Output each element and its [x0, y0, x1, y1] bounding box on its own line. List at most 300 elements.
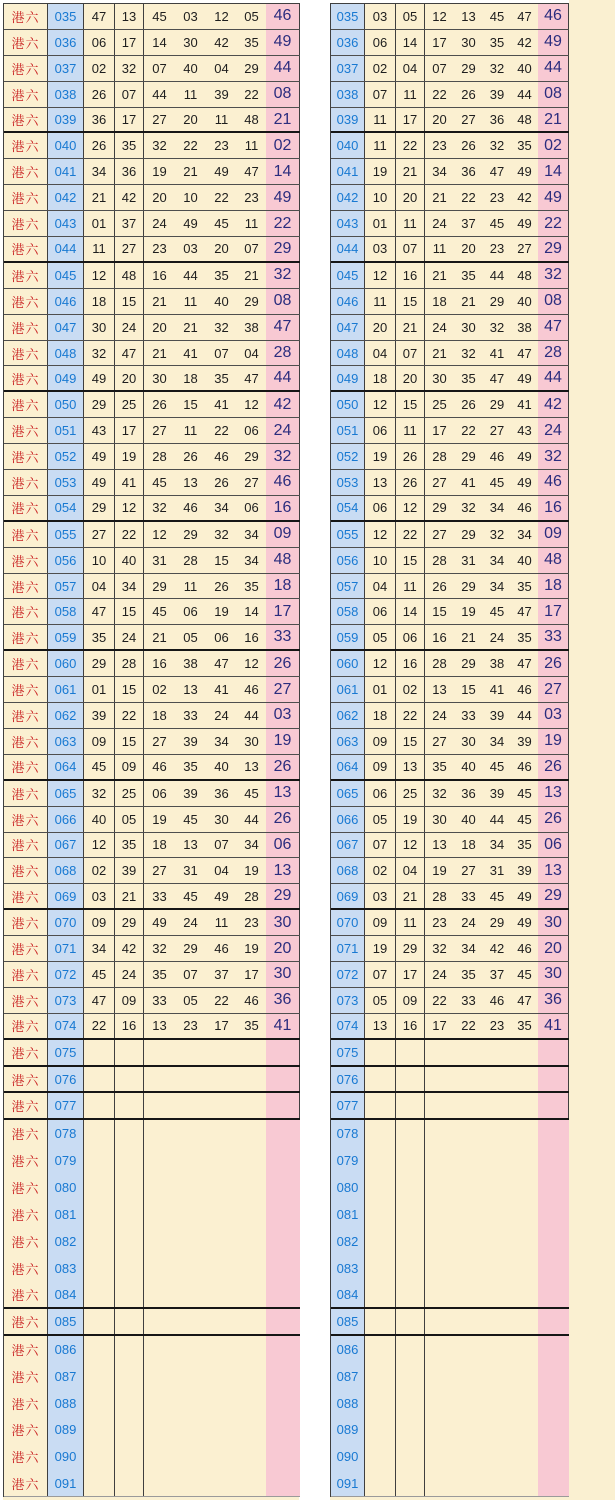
period-cell: 053: [331, 470, 365, 495]
table-row-063: [4, 729, 300, 755]
number-cell: [454, 1255, 483, 1282]
table-row-086: [4, 1336, 300, 1363]
period-cell: 078: [331, 1120, 365, 1147]
period-cell: 041: [48, 159, 84, 184]
number-cell: 13: [425, 677, 454, 702]
number-cell: [206, 1228, 237, 1255]
number-cell: 47: [237, 366, 266, 390]
number-cell: [237, 1067, 266, 1092]
number-cell: 21: [175, 159, 206, 184]
period-cell: 072: [48, 962, 84, 987]
number-cell: [365, 1255, 396, 1282]
number-cell: 24: [425, 211, 454, 236]
number-cell: 07: [396, 341, 425, 366]
number-cell: 26: [396, 470, 425, 495]
period-cell: 052: [48, 444, 84, 469]
table-row-039: [331, 108, 569, 134]
table-row-035: [4, 4, 300, 30]
number-cell: 45: [483, 4, 511, 29]
number-cell: [175, 1174, 206, 1201]
number-cell: [511, 1309, 538, 1334]
number-cell: 06: [365, 30, 396, 55]
game-label-cell: 港六: [4, 651, 48, 676]
number-cell: 21: [425, 185, 454, 210]
number-cell: 41: [206, 392, 237, 417]
table-row-085: [4, 1309, 300, 1336]
special-number-cell: 08: [538, 82, 569, 107]
number-cell: 28: [175, 548, 206, 573]
number-cell: 39: [483, 703, 511, 728]
number-cell: 12: [84, 833, 115, 858]
number-cell: 37: [454, 211, 483, 236]
table-row-073: [331, 988, 569, 1014]
number-cell: 41: [206, 677, 237, 702]
period-cell: 086: [48, 1336, 84, 1363]
number-cell: [144, 1147, 175, 1174]
period-cell: 045: [48, 263, 84, 288]
period-cell: 053: [48, 470, 84, 495]
number-cell: 22: [206, 418, 237, 443]
number-cell: [425, 1255, 454, 1282]
special-number-cell: 26: [538, 807, 569, 832]
number-cell: 11: [175, 574, 206, 599]
number-cell: [511, 1174, 538, 1201]
number-cell: [206, 1255, 237, 1282]
number-cell: 39: [175, 729, 206, 754]
number-cell: 42: [115, 185, 144, 210]
number-cell: 11: [175, 418, 206, 443]
game-label-cell: 港六: [4, 548, 48, 573]
table-row-036: [331, 30, 569, 56]
number-cell: 33: [175, 703, 206, 728]
number-cell: 39: [483, 82, 511, 107]
number-cell: 22: [425, 82, 454, 107]
number-cell: 48: [511, 263, 538, 288]
number-cell: 32: [144, 496, 175, 520]
number-cell: 26: [175, 444, 206, 469]
game-label-cell: 港六: [4, 1120, 48, 1147]
table-row-048: [4, 341, 300, 367]
table-row-090: [331, 1443, 569, 1470]
period-cell: 069: [331, 884, 365, 908]
number-cell: [483, 1147, 511, 1174]
game-label-cell: 港六: [4, 30, 48, 55]
table-row-068: [331, 858, 569, 884]
number-cell: [144, 1040, 175, 1065]
number-cell: [175, 1336, 206, 1363]
game-label-cell: 港六: [4, 418, 48, 443]
number-cell: [84, 1309, 115, 1334]
special-number-cell: 30: [266, 910, 300, 935]
number-cell: [365, 1228, 396, 1255]
number-cell: 24: [175, 910, 206, 935]
number-cell: 02: [365, 56, 396, 81]
game-label-cell: 港六: [4, 470, 48, 495]
number-cell: 32: [483, 133, 511, 158]
number-cell: 13: [396, 755, 425, 779]
number-cell: [365, 1120, 396, 1147]
period-cell: 040: [48, 133, 84, 158]
draw-order-table: [3, 3, 300, 1497]
game-label-cell: 港六: [4, 703, 48, 728]
special-number-cell: 02: [266, 133, 300, 158]
special-number-cell: 16: [266, 496, 300, 520]
number-cell: [206, 1093, 237, 1118]
number-cell: 29: [483, 910, 511, 935]
number-cell: 35: [511, 133, 538, 158]
special-number-cell: 18: [266, 574, 300, 599]
number-cell: 44: [237, 807, 266, 832]
special-number-cell: 49: [266, 30, 300, 55]
number-cell: 45: [483, 211, 511, 236]
number-cell: [396, 1067, 425, 1092]
number-cell: 11: [365, 289, 396, 314]
special-number-cell: 48: [538, 548, 569, 573]
number-cell: [237, 1336, 266, 1363]
number-cell: 34: [454, 936, 483, 961]
number-cell: 18: [425, 289, 454, 314]
game-label-cell: 港六: [4, 1390, 48, 1417]
table-row-048: [331, 341, 569, 367]
number-cell: 48: [115, 263, 144, 288]
number-cell: [365, 1282, 396, 1307]
game-label-cell: 港六: [4, 1309, 48, 1334]
number-cell: [115, 1255, 144, 1282]
period-cell: 066: [48, 807, 84, 832]
number-cell: [237, 1174, 266, 1201]
number-cell: 40: [511, 289, 538, 314]
number-cell: [483, 1417, 511, 1444]
number-cell: [84, 1417, 115, 1444]
special-number-cell: 20: [538, 936, 569, 961]
period-cell: 062: [331, 703, 365, 728]
table-row-086: [331, 1336, 569, 1363]
number-cell: 23: [144, 237, 175, 261]
number-cell: [115, 1336, 144, 1363]
number-cell: [84, 1201, 115, 1228]
number-cell: 04: [396, 858, 425, 883]
number-cell: 02: [84, 56, 115, 81]
special-number-cell: 32: [538, 263, 569, 288]
period-cell: 079: [48, 1147, 84, 1174]
number-cell: 13: [175, 470, 206, 495]
number-cell: 03: [365, 884, 396, 908]
number-cell: 19: [365, 936, 396, 961]
game-label-cell: 港六: [4, 1417, 48, 1444]
table-row-060: [331, 651, 569, 677]
number-cell: 45: [206, 211, 237, 236]
table-row-061: [331, 677, 569, 703]
number-cell: 32: [115, 56, 144, 81]
special-number-cell: 19: [538, 729, 569, 754]
table-row-075: [4, 1040, 300, 1067]
number-cell: [454, 1417, 483, 1444]
special-number-cell: 41: [538, 1014, 569, 1038]
number-cell: 29: [396, 936, 425, 961]
number-cell: 09: [365, 755, 396, 779]
number-cell: 28: [425, 651, 454, 676]
number-cell: 20: [144, 185, 175, 210]
number-cell: 14: [237, 599, 266, 624]
number-cell: 18: [454, 833, 483, 858]
number-cell: 22: [454, 185, 483, 210]
table-row-045: [4, 263, 300, 289]
game-label-cell: 港六: [4, 366, 48, 390]
number-cell: 26: [454, 82, 483, 107]
number-cell: [454, 1201, 483, 1228]
period-cell: 068: [331, 858, 365, 883]
number-cell: 46: [237, 677, 266, 702]
special-number-cell: [538, 1282, 569, 1307]
number-cell: 47: [511, 599, 538, 624]
number-cell: [84, 1470, 115, 1496]
number-cell: 24: [115, 315, 144, 340]
special-number-cell: [538, 1040, 569, 1065]
game-label-cell: 港六: [4, 1255, 48, 1282]
number-cell: 44: [144, 82, 175, 107]
number-cell: 07: [365, 82, 396, 107]
number-cell: 49: [511, 910, 538, 935]
number-cell: 36: [483, 108, 511, 132]
number-cell: 15: [206, 548, 237, 573]
number-cell: [511, 1336, 538, 1363]
number-cell: [425, 1147, 454, 1174]
number-cell: [483, 1255, 511, 1282]
special-number-cell: 09: [266, 522, 300, 547]
table-row-037: [4, 56, 300, 82]
number-cell: 47: [206, 651, 237, 676]
number-cell: [396, 1228, 425, 1255]
number-cell: 20: [115, 366, 144, 390]
number-cell: 22: [396, 522, 425, 547]
number-cell: [454, 1363, 483, 1390]
number-cell: 35: [206, 366, 237, 390]
table-row-075: [331, 1040, 569, 1067]
game-label-cell: 港六: [4, 781, 48, 806]
number-cell: 09: [365, 729, 396, 754]
number-cell: 07: [396, 237, 425, 261]
number-cell: [175, 1255, 206, 1282]
number-cell: 29: [84, 651, 115, 676]
number-cell: [175, 1390, 206, 1417]
table-row-069: [331, 884, 569, 910]
number-cell: 05: [365, 807, 396, 832]
number-cell: [84, 1255, 115, 1282]
special-number-cell: 33: [266, 625, 300, 649]
period-cell: 060: [331, 651, 365, 676]
number-cell: [396, 1417, 425, 1444]
number-cell: [483, 1336, 511, 1363]
number-cell: [175, 1443, 206, 1470]
number-cell: 22: [454, 1014, 483, 1038]
number-cell: 02: [84, 858, 115, 883]
number-cell: 10: [175, 185, 206, 210]
table-row-078: [331, 1120, 569, 1147]
number-cell: 12: [365, 651, 396, 676]
number-cell: 45: [511, 807, 538, 832]
number-cell: 27: [84, 522, 115, 547]
period-cell: 036: [48, 30, 84, 55]
game-label-cell: 港六: [4, 1443, 48, 1470]
period-cell: 051: [331, 418, 365, 443]
number-cell: [144, 1443, 175, 1470]
number-cell: [454, 1067, 483, 1092]
number-cell: 45: [483, 599, 511, 624]
number-cell: 42: [115, 936, 144, 961]
number-cell: 24: [425, 315, 454, 340]
number-cell: [511, 1147, 538, 1174]
number-cell: [365, 1067, 396, 1092]
special-number-cell: [538, 1201, 569, 1228]
number-cell: [454, 1443, 483, 1470]
number-cell: 46: [511, 936, 538, 961]
table-row-049: [4, 366, 300, 392]
number-cell: [144, 1309, 175, 1334]
number-cell: [237, 1228, 266, 1255]
number-cell: 29: [237, 56, 266, 81]
period-cell: 063: [331, 729, 365, 754]
number-cell: [175, 1228, 206, 1255]
table-row-077: [331, 1093, 569, 1120]
number-cell: 46: [175, 496, 206, 520]
number-cell: 14: [144, 30, 175, 55]
number-cell: 35: [511, 1014, 538, 1038]
number-cell: [454, 1390, 483, 1417]
number-cell: 27: [144, 108, 175, 132]
number-cell: 21: [396, 159, 425, 184]
special-number-cell: 14: [266, 159, 300, 184]
period-cell: 090: [48, 1443, 84, 1470]
period-cell: 074: [48, 1014, 84, 1038]
number-cell: 29: [175, 936, 206, 961]
table-row-062: [331, 703, 569, 729]
number-cell: [425, 1417, 454, 1444]
special-number-cell: 24: [538, 418, 569, 443]
number-cell: 45: [237, 781, 266, 806]
number-cell: 22: [237, 82, 266, 107]
special-number-cell: 14: [538, 159, 569, 184]
number-cell: 06: [365, 496, 396, 520]
table-row-043: [4, 211, 300, 237]
number-cell: 29: [144, 574, 175, 599]
game-label-cell: 港六: [4, 237, 48, 261]
number-cell: 34: [84, 159, 115, 184]
game-label-cell: 港六: [4, 522, 48, 547]
game-label-cell: 港六: [4, 574, 48, 599]
number-cell: 38: [511, 315, 538, 340]
number-cell: 11: [237, 211, 266, 236]
number-cell: 42: [483, 936, 511, 961]
number-cell: [365, 1040, 396, 1065]
number-cell: 18: [144, 703, 175, 728]
number-cell: 17: [425, 30, 454, 55]
number-cell: 27: [454, 108, 483, 132]
number-cell: 35: [175, 755, 206, 779]
table-row-058: [331, 599, 569, 625]
period-cell: 070: [48, 910, 84, 935]
special-number-cell: 27: [538, 677, 569, 702]
number-cell: 34: [511, 522, 538, 547]
number-cell: [365, 1470, 396, 1496]
table-row-038: [331, 82, 569, 108]
number-cell: [144, 1093, 175, 1118]
number-cell: [237, 1443, 266, 1470]
number-cell: [175, 1309, 206, 1334]
number-cell: 09: [115, 988, 144, 1013]
period-cell: 091: [48, 1470, 84, 1496]
number-cell: [396, 1093, 425, 1118]
number-cell: 22: [175, 133, 206, 158]
special-number-cell: 49: [538, 185, 569, 210]
number-cell: 32: [84, 781, 115, 806]
number-cell: [144, 1174, 175, 1201]
special-number-cell: [266, 1201, 300, 1228]
game-label-cell: 港六: [4, 1282, 48, 1307]
number-cell: 28: [425, 884, 454, 908]
special-number-cell: [266, 1040, 300, 1065]
number-cell: 20: [454, 237, 483, 261]
special-number-cell: 21: [266, 108, 300, 132]
number-cell: 38: [483, 651, 511, 676]
number-cell: 45: [84, 755, 115, 779]
number-cell: 06: [84, 30, 115, 55]
number-cell: 23: [237, 185, 266, 210]
special-number-cell: 36: [266, 988, 300, 1013]
number-cell: 07: [237, 237, 266, 261]
period-cell: 077: [331, 1093, 365, 1118]
number-cell: 39: [175, 781, 206, 806]
number-cell: 30: [175, 30, 206, 55]
table-row-062: [4, 703, 300, 729]
special-number-cell: 09: [538, 522, 569, 547]
special-number-cell: 47: [266, 315, 300, 340]
number-cell: 39: [84, 703, 115, 728]
number-cell: 44: [511, 82, 538, 107]
period-cell: 088: [331, 1390, 365, 1417]
number-cell: [206, 1067, 237, 1092]
number-cell: 47: [237, 159, 266, 184]
number-cell: [175, 1417, 206, 1444]
number-cell: [396, 1282, 425, 1307]
number-cell: 30: [425, 807, 454, 832]
number-cell: [396, 1363, 425, 1390]
period-cell: 071: [48, 936, 84, 961]
number-cell: 16: [144, 263, 175, 288]
table-row-081: [4, 1201, 300, 1228]
special-number-cell: [538, 1336, 569, 1363]
number-cell: [396, 1443, 425, 1470]
number-cell: 29: [84, 392, 115, 417]
game-label-cell: 港六: [4, 1093, 48, 1118]
special-number-cell: [538, 1255, 569, 1282]
number-cell: 05: [365, 988, 396, 1013]
number-cell: 27: [144, 418, 175, 443]
number-cell: 12: [365, 522, 396, 547]
number-cell: 34: [483, 496, 511, 520]
period-cell: 043: [331, 211, 365, 236]
special-number-cell: [266, 1255, 300, 1282]
number-cell: [84, 1174, 115, 1201]
number-cell: 11: [237, 133, 266, 158]
number-cell: 46: [483, 988, 511, 1013]
number-cell: 26: [206, 470, 237, 495]
number-cell: 42: [511, 30, 538, 55]
number-cell: 09: [84, 910, 115, 935]
game-label-cell: 港六: [4, 185, 48, 210]
period-cell: 085: [48, 1309, 84, 1334]
table-row-054: [4, 496, 300, 522]
special-number-cell: 30: [538, 962, 569, 987]
